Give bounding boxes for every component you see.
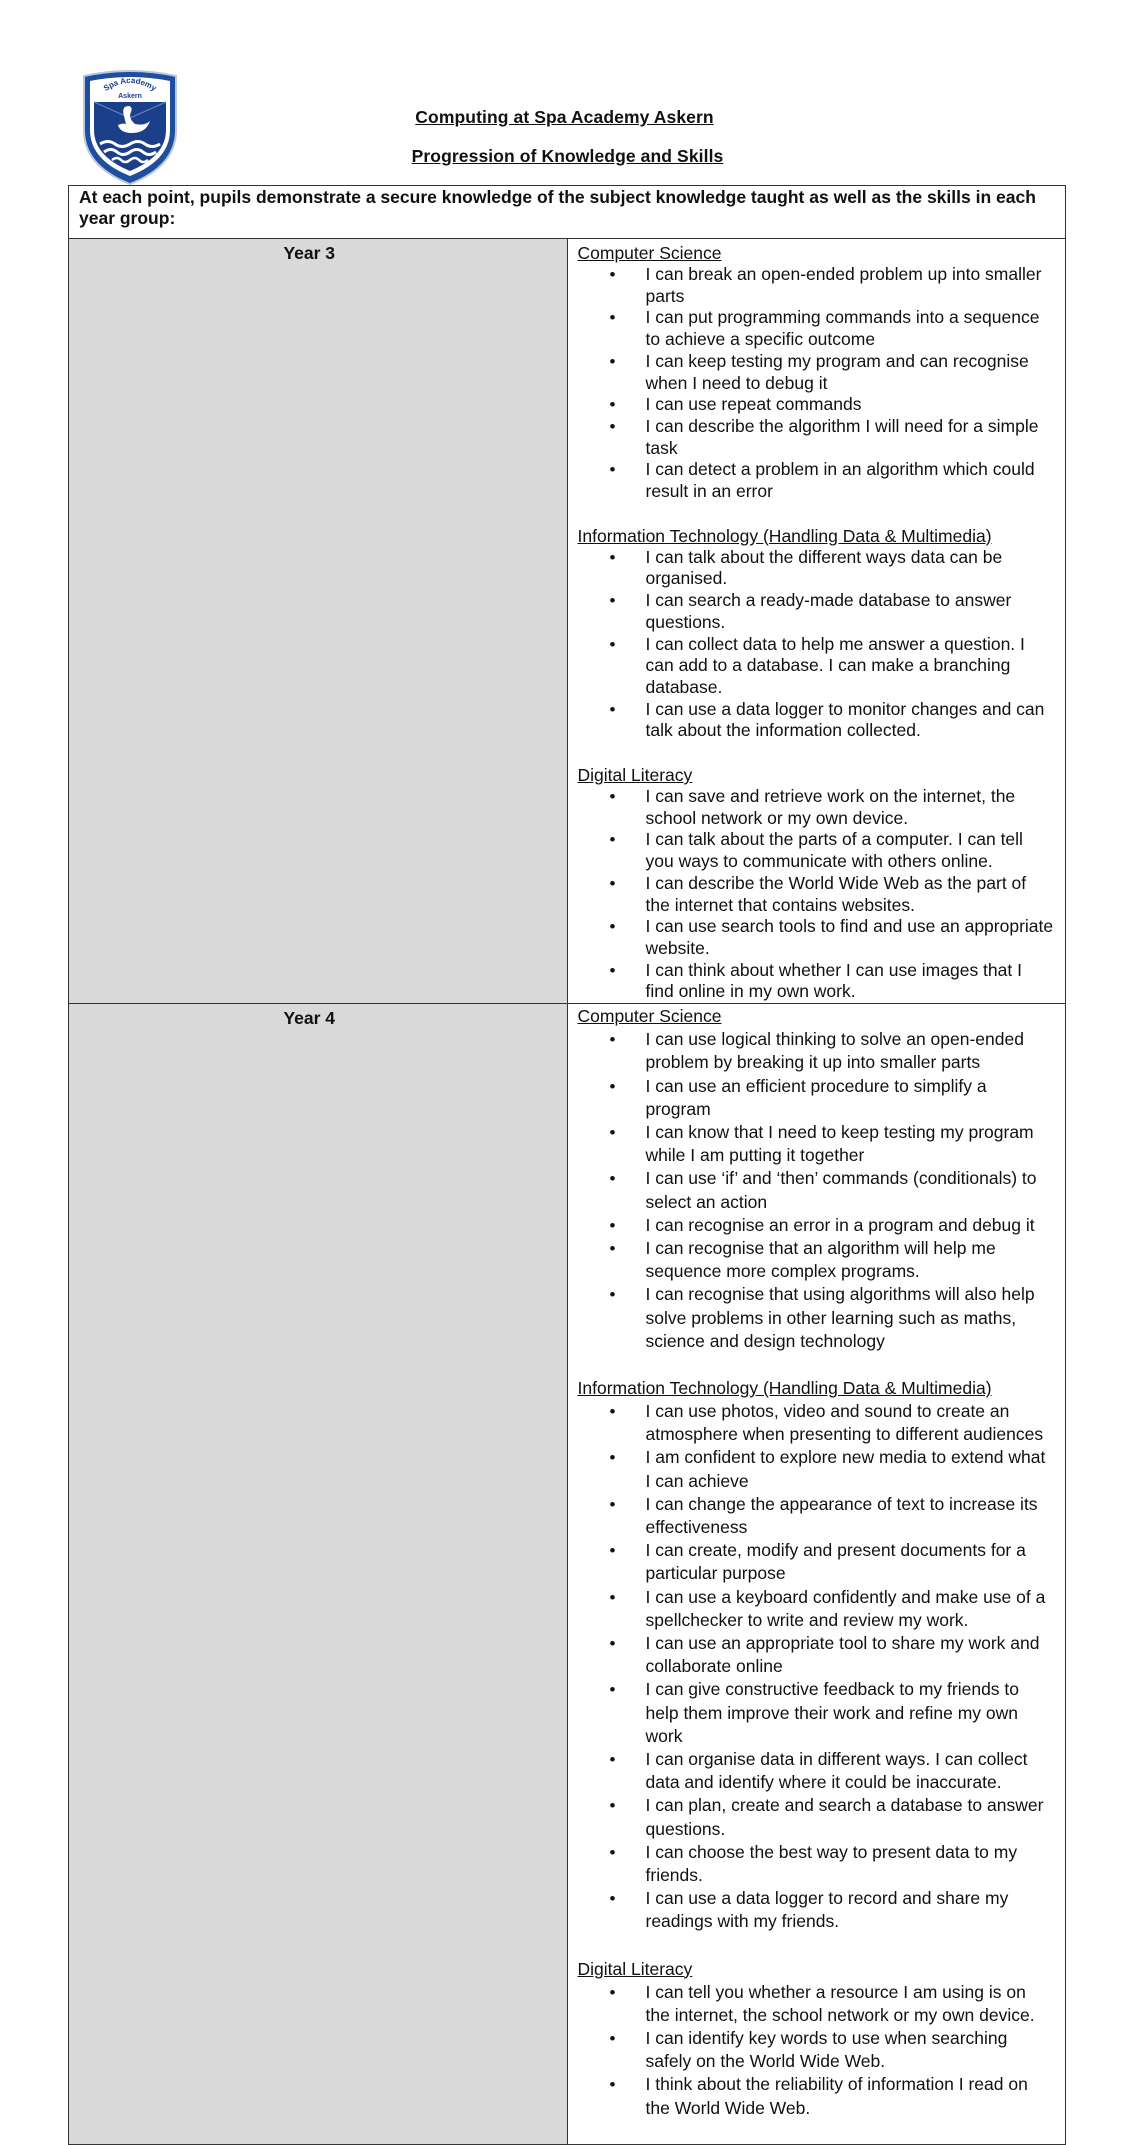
skill-text: I can recognise that using algorithms will also help solve problems in other learning such as maths, science and design technology — [645, 1284, 1035, 1351]
section-heading: Digital Literacy — [577, 765, 693, 786]
year-content — [567, 239, 1066, 1004]
skill-item — [578, 1167, 1056, 1213]
bullet-icon: • — [609, 1076, 616, 1096]
skill-text: I can plan, create and search a database to answer questions. — [645, 1795, 1044, 1839]
skill-item — [578, 829, 1056, 872]
school-crest-logo — [80, 70, 180, 186]
bullet-icon: • — [609, 351, 616, 371]
bullet-icon: • — [609, 547, 616, 567]
skill-text: I can keep testing my program and can recognise when I need to debug it — [645, 350, 1029, 393]
skills-section — [578, 242, 1056, 503]
skill-item — [578, 873, 1056, 916]
bullet-icon: • — [609, 634, 616, 654]
skill-item — [578, 394, 1056, 416]
bullet-icon: • — [609, 873, 616, 893]
skill-item — [578, 1283, 1056, 1353]
bullet-icon: • — [609, 1238, 616, 1258]
skill-item — [578, 916, 1056, 959]
skill-text: I can describe the World Wide Web as the part of the internet that contains websites. — [645, 872, 1027, 915]
bullet-icon: • — [609, 1889, 616, 1909]
skill-text: I can think about whether I can use images that I find online in my own work. — [645, 959, 1022, 1002]
skill-text: I can use logical thinking to solve an open-ended problem by breaking it up into smaller parts — [645, 1029, 1024, 1073]
bullet-icon: • — [609, 1541, 616, 1561]
bullet-icon: • — [609, 960, 616, 980]
skill-text: I can use photos, video and sound to create an atmosphere when presenting to different audiences — [645, 1400, 1044, 1445]
skill-text: I can collect data to help me answer a question. I can add to a database. I can make a branching database. — [645, 633, 1025, 697]
progression-table — [68, 185, 1066, 2145]
section-heading: Information Technology (Handling Data & Multimedia) — [577, 1377, 992, 1398]
skill-text: I can use an efficient procedure to simplify a program — [645, 1075, 987, 1119]
intro-row — [69, 186, 1066, 239]
skill-text: I am confident to explore new media to extend what I can achieve — [645, 1447, 1046, 1491]
bullet-icon: • — [609, 1982, 616, 2002]
bullet-icon: • — [609, 308, 616, 328]
skill-item — [578, 351, 1056, 394]
bullet-icon: • — [609, 1633, 616, 1653]
year-label: Year 3 — [69, 239, 568, 1004]
skill-text: I can break an open-ended problem up into smaller parts — [645, 264, 1042, 306]
skill-item — [578, 1841, 1056, 1887]
skills-list — [578, 1028, 1056, 1353]
intro-text: At each point, pupils demonstrate a secure knowledge of the subject knowledge taught as well as the skills in each year group: — [69, 186, 1066, 239]
skill-item — [578, 307, 1056, 350]
skill-item — [578, 786, 1056, 829]
skill-item — [578, 590, 1056, 633]
bullet-icon: • — [609, 1030, 616, 1050]
skill-item — [578, 2027, 1056, 2073]
skill-text: I think about the reliability of information I read on the World Wide Web. — [645, 2074, 1028, 2118]
bullet-icon: • — [609, 1749, 616, 1769]
bullet-icon: • — [609, 1285, 616, 1305]
skill-item — [578, 1075, 1056, 1121]
skills-section — [578, 1958, 1056, 2120]
skill-text: I can talk about the different ways data can be organised. — [645, 546, 1003, 589]
skill-text: I can describe the algorithm I will need for a simple task — [645, 415, 1039, 458]
skill-item — [578, 1794, 1056, 1840]
skill-text: I can talk about the parts of a computer. I can tell you ways to communicate with others online. — [645, 829, 1023, 872]
bullet-icon: • — [609, 2075, 616, 2095]
skill-text: I can put programming commands into a sequence to achieve a specific outcome — [645, 307, 1040, 350]
section-heading: Digital Literacy — [577, 1958, 693, 1979]
skill-item — [578, 1446, 1056, 1492]
year-row — [69, 1004, 1066, 2145]
skills-list — [578, 1981, 1056, 2120]
skill-text: I can organise data in different ways. I can collect data and identify where it could be inaccurate. — [645, 1748, 1028, 1793]
bullet-icon: • — [609, 1448, 616, 1468]
skill-text: I can use ‘if’ and ‘then’ commands (conditionals) to select an action — [645, 1168, 1037, 1212]
skill-item — [578, 1678, 1056, 1748]
skill-item — [578, 547, 1056, 590]
page-subtitle: Progression of Knowledge and Skills — [411, 146, 724, 166]
bullet-icon: • — [609, 591, 616, 611]
bullet-icon: • — [609, 1494, 616, 1514]
skills-list — [578, 264, 1056, 503]
bullet-icon: • — [609, 830, 616, 850]
skills-list — [578, 1400, 1056, 1934]
bullet-icon: • — [609, 1122, 616, 1142]
skills-section — [578, 1005, 1056, 1353]
bullet-icon: • — [609, 1169, 616, 1189]
skill-item — [578, 699, 1056, 742]
section-heading: Computer Science — [577, 243, 722, 263]
bullet-icon: • — [609, 1680, 616, 1700]
skill-text: I can use repeat commands — [645, 394, 862, 415]
bullet-icon: • — [609, 265, 616, 284]
bullet-icon: • — [609, 460, 616, 480]
skill-text: I can recognise that an algorithm will help me sequence more complex programs. — [645, 1237, 996, 1282]
skill-item — [578, 264, 1056, 307]
skills-section — [578, 525, 1056, 742]
skill-item — [578, 459, 1056, 502]
bullet-icon: • — [609, 1587, 616, 1607]
skill-text: I can recognise an error in a program and debug it — [645, 1214, 1035, 1235]
skill-text: I can use search tools to find and use an appropriate website. — [645, 916, 1054, 958]
bullet-icon: • — [609, 1401, 616, 1421]
skill-item — [578, 1981, 1056, 2027]
skill-text: I can save and retrieve work on the internet, the school network or my own device. — [645, 786, 1016, 828]
bullet-icon: • — [609, 787, 616, 807]
skill-text: I can use an appropriate tool to share my work and collaborate online — [645, 1632, 1040, 1677]
skill-item — [578, 1028, 1056, 1074]
year-content — [567, 1004, 1066, 2145]
bullet-icon: • — [609, 1842, 616, 1862]
skills-list — [578, 786, 1056, 1003]
skill-item — [578, 1214, 1056, 1237]
skill-text: I can tell you whether a resource I am using is on the internet, the school network or my own device. — [645, 1981, 1035, 2025]
skill-item — [578, 1632, 1056, 1678]
bullet-icon: • — [609, 416, 616, 436]
skill-item — [578, 1586, 1056, 1632]
skill-text: I can use a keyboard confidently and make use of a spellchecker to write and review my work. — [645, 1586, 1046, 1630]
skill-text: I can choose the best way to present data to my friends. — [645, 1841, 1018, 1885]
skill-text: I can use a data logger to monitor changes and can talk about the information collected. — [645, 698, 1045, 741]
skill-item — [578, 1539, 1056, 1585]
skill-text: I can search a ready-made database to answer questions. — [645, 590, 1012, 632]
skill-item — [578, 1400, 1056, 1446]
skill-item — [578, 960, 1056, 1003]
skills-section — [578, 764, 1056, 1003]
bullet-icon: • — [609, 917, 616, 937]
skill-item — [578, 1887, 1056, 1933]
skill-item — [578, 634, 1056, 699]
skill-item — [578, 1237, 1056, 1283]
skill-text: I can identify key words to use when searching safely on the World Wide Web. — [645, 2028, 1008, 2072]
skill-item — [578, 2073, 1056, 2119]
svg-text:Askern: Askern — [118, 93, 142, 100]
skill-text: I can create, modify and present documents for a particular purpose — [645, 1540, 1026, 1584]
svg-text:Spa Academy: Spa Academy — [101, 75, 159, 93]
skill-item — [578, 1121, 1056, 1167]
page-title: Computing at Spa Academy Askern — [415, 107, 714, 127]
skills-list — [578, 547, 1056, 742]
skill-text: I can use a data logger to record and share my readings with my friends. — [645, 1888, 1009, 1932]
year-label: Year 4 — [69, 1004, 568, 2145]
bullet-icon: • — [609, 2029, 616, 2049]
skills-section — [578, 1377, 1056, 1934]
skill-text: I can change the appearance of text to increase its effectiveness — [645, 1493, 1038, 1537]
skill-text: I can detect a problem in an algorithm which could result in an error — [645, 459, 1035, 502]
bullet-icon: • — [609, 1215, 616, 1235]
section-heading: Computer Science — [577, 1006, 722, 1027]
bullet-icon: • — [609, 699, 616, 719]
bullet-icon: • — [609, 1796, 616, 1816]
skill-item — [578, 1493, 1056, 1539]
skill-item — [578, 416, 1056, 459]
section-heading: Information Technology (Handling Data & Multimedia) — [577, 525, 992, 546]
skill-item — [578, 1748, 1056, 1794]
skill-text: I can give constructive feedback to my friends to help them improve their work and refine my own work — [645, 1679, 1020, 1746]
skill-text: I can know that I need to keep testing my program while I am putting it together — [645, 1121, 1034, 1166]
year-row — [69, 239, 1066, 1004]
bullet-icon: • — [609, 395, 616, 415]
